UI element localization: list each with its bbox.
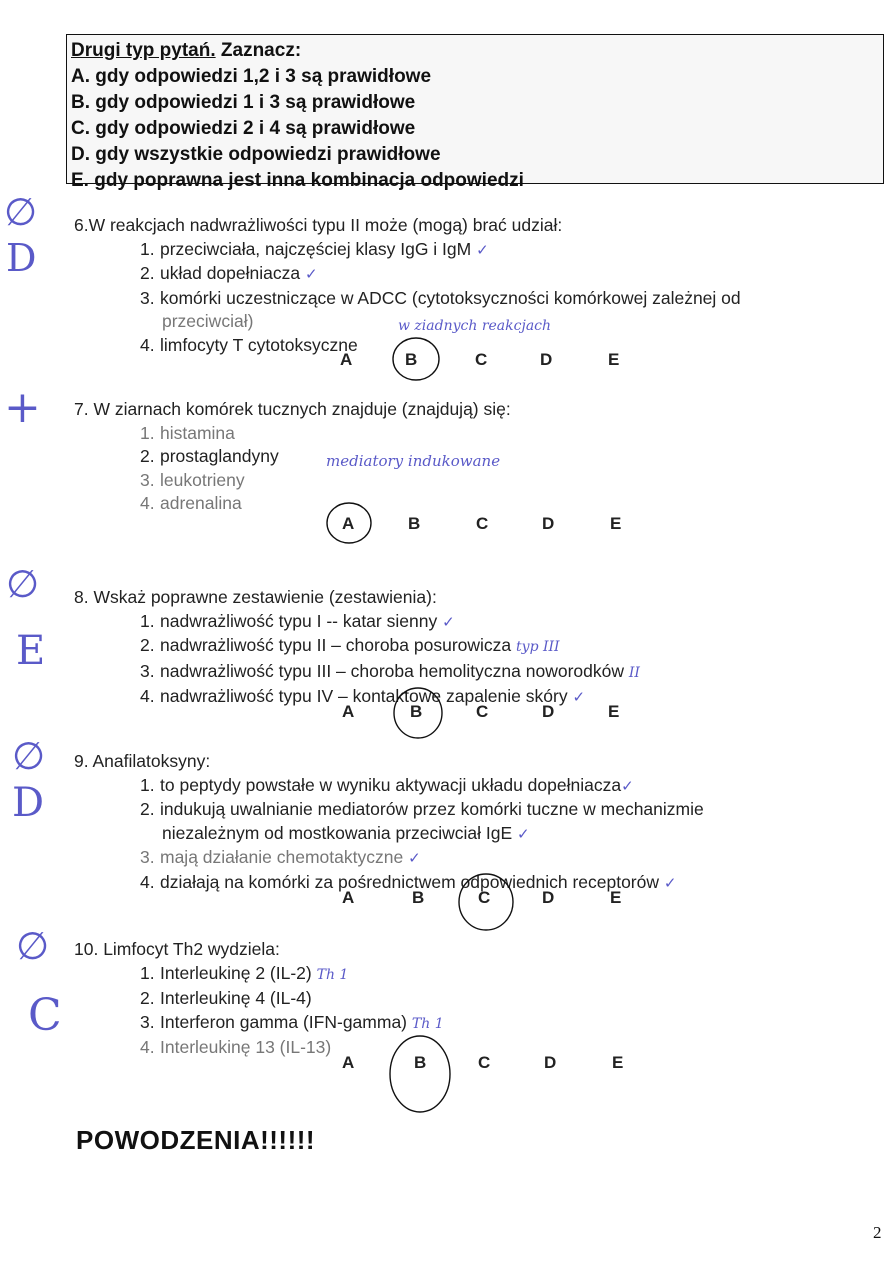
option-d[interactable]: D <box>542 702 555 721</box>
option-e[interactable]: E <box>610 514 622 533</box>
margin-note-q8-letter: E <box>16 628 46 674</box>
good-luck-text: POWODZENIA!!!!!! <box>76 1125 316 1155</box>
answer-item: 2. nadwrażliwość typu II – choroba posurowicza typ III <box>140 635 560 655</box>
legend-rule-a: A. gdy odpowiedzi 1,2 i 3 są prawidłowe <box>71 66 432 87</box>
legend-rule-b: B. gdy odpowiedzi 1 i 3 są prawidłowe <box>71 92 416 113</box>
option-d[interactable]: D <box>542 514 555 533</box>
answer-item: 2. układ dopełniacza ✓ <box>140 263 318 283</box>
answer-item: 2. Interleukinę 4 (IL-4) <box>140 988 312 1008</box>
page-number: 2 <box>873 1223 882 1242</box>
check-mark-icon: ✓ <box>621 777 634 795</box>
option-a[interactable]: A <box>342 702 355 721</box>
option-c[interactable]: C <box>478 1053 491 1072</box>
question-8 <box>74 586 640 710</box>
option-a[interactable]: A <box>340 350 353 369</box>
option-c[interactable]: C <box>478 888 491 907</box>
question-6 <box>74 214 893 357</box>
answer-item: 3. nadwrażliwość typu III – choroba hemolityczna noworodków II <box>140 660 640 681</box>
option-e[interactable]: E <box>610 888 622 907</box>
option-d[interactable]: D <box>540 350 553 369</box>
legend-title: Drugi typ pytań. Zaznacz: <box>71 40 302 61</box>
option-d[interactable]: D <box>544 1053 557 1072</box>
answer-item: 2. prostaglandyny <box>140 446 279 466</box>
option-b[interactable]: B <box>408 514 421 533</box>
check-mark-icon: ✓ <box>304 266 318 283</box>
option-e[interactable]: E <box>612 1053 624 1072</box>
legend-rule-d: D. gdy wszystkie odpowiedzi prawidłowe <box>71 144 441 165</box>
question-9 <box>74 750 893 895</box>
margin-note-q7: + <box>4 382 41 433</box>
option-a[interactable]: A <box>342 888 355 907</box>
margin-note-q6-letter: D <box>6 236 37 280</box>
option-b[interactable]: B <box>414 1053 427 1072</box>
answer-item: 3. leukotrieny <box>140 469 245 490</box>
answer-item: 4. limfocyty T cytotoksyczne <box>140 334 358 355</box>
option-b[interactable]: B <box>412 888 425 907</box>
option-b[interactable]: B <box>410 702 423 721</box>
margin-note-q9-letter: D <box>12 780 45 826</box>
answer-item: 3. mają działanie chemotaktyczne ✓ <box>140 847 421 867</box>
option-e[interactable]: E <box>608 350 620 369</box>
answer-item: 4. działają na komórki za pośrednictwem odpowiednich receptorów ✓ <box>140 871 677 892</box>
margin-note-q10-letter: C <box>28 990 62 1041</box>
answer-item: 1. przeciwciała, najczęściej klasy IgG i IgM ✓ <box>140 238 489 259</box>
answer-key-legend <box>66 34 884 191</box>
answer-item: 1. nadwrażliwość typu I -- katar sienny ✓ <box>140 610 455 631</box>
answer-item: 4. Interleukinę 13 (IL-13) <box>140 1037 332 1057</box>
option-c[interactable]: C <box>476 514 489 533</box>
answer-item: 4. nadwrażliwość typu IV – kontaktowe zapalenie skóry ✓ <box>140 686 586 706</box>
question-stem: 7. W ziarnach komórek tucznych znajduje (znajdują) się: <box>74 399 511 419</box>
option-c[interactable]: C <box>475 350 488 369</box>
answer-item: 3. komórki uczestniczące w ADCC (cytotoksyczności komórkowej zależnej od przeciwciał) <box>140 287 741 331</box>
check-mark-icon: ✓ <box>408 850 421 867</box>
question-stem: 6.W reakcjach nadwrażliwości typu II może (mogą) brać udział: <box>74 215 563 235</box>
margin-note-q8: ∅ <box>6 562 40 606</box>
handwritten-annotation: mediatory indukowane <box>326 452 501 470</box>
answer-item: 1. Interleukinę 2 (IL-2) Th 1 <box>140 962 349 983</box>
option-c[interactable]: C <box>476 702 489 721</box>
answer-item: 2. indukują uwalnianie mediatorów przez komórki tuczne w mechanizmie niezależnym od mostkowania przeciwciał IgE ✓ <box>140 799 704 843</box>
answer-item: 1. to peptydy powstałe w wyniku aktywacji układu dopełniacza✓ <box>140 774 634 795</box>
check-mark-icon: ✓ <box>442 613 455 631</box>
option-a[interactable]: A <box>342 1053 355 1072</box>
question-stem: 10. Limfocyt Th2 wydziela: <box>74 939 280 959</box>
answer-item: 3. Interferon gamma (IFN-gamma) Th 1 <box>140 1011 444 1032</box>
question-stem: 9. Anafilatoksyny: <box>74 751 211 771</box>
margin-note-q10: ∅ <box>16 924 50 968</box>
margin-note-q9: ∅ <box>12 734 46 778</box>
handwritten-annotation: w ziadnych reakcjach <box>398 318 552 334</box>
answer-item: 4. adrenalina <box>140 493 242 513</box>
option-d[interactable]: D <box>542 888 555 907</box>
question-stem: 8. Wskaż poprawne zestawienie (zestawienia): <box>74 587 437 607</box>
check-mark-icon: ✓ <box>663 874 677 892</box>
option-e[interactable]: E <box>608 702 620 721</box>
check-mark-icon: ✓ <box>476 241 489 259</box>
option-b[interactable]: B <box>405 350 418 369</box>
check-mark-icon: ✓ <box>517 825 530 843</box>
legend-rule-c: C. gdy odpowiedzi 2 i 4 są prawidłowe <box>71 118 416 139</box>
margin-note-q6: ∅ <box>4 190 38 234</box>
question-10 <box>74 938 444 1060</box>
answer-item: 1. histamina <box>140 422 235 443</box>
check-mark-icon: ✓ <box>572 689 586 706</box>
option-a[interactable]: A <box>342 514 355 533</box>
legend-rule-e: E. gdy poprawna jest inna kombinacja odpowiedzi <box>71 170 524 191</box>
